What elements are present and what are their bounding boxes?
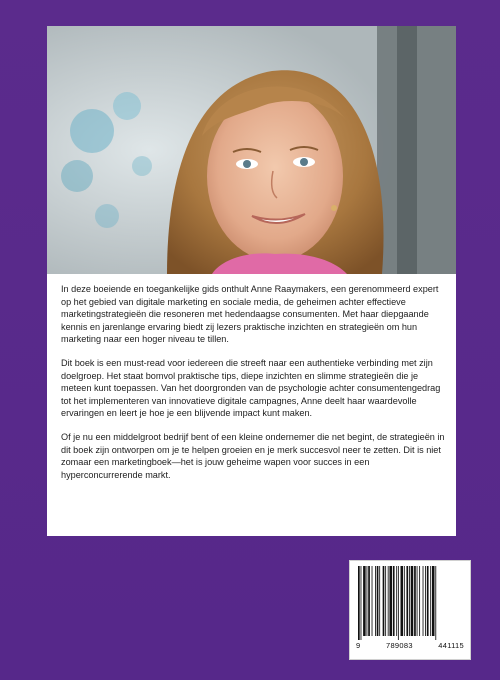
barcode-bar (425, 566, 426, 636)
barcode-bar (361, 566, 362, 640)
author-portrait-illustration (47, 26, 456, 274)
barcode-bar (358, 566, 360, 640)
blurb-paragraph-3: Of je nu een middelgroot bedrijf bent of een kleine ondernemer die net begint, de strategieën in dit boek zijn ontworpen om je te helpen groeien en je merk succesvol neer te zetten. Dit is niet zomaar een marketingboek—het is jouw geheime wapen voor succes in een hyperconcurrerende markt. (61, 431, 445, 480)
barcode-bar (385, 566, 386, 636)
barcode-bar (398, 566, 399, 640)
author-photo (47, 26, 456, 274)
barcode-bar (430, 566, 431, 636)
barcode-bar (379, 566, 380, 636)
blurb-text (61, 283, 447, 492)
isbn-lead-digit: 9 (356, 641, 361, 650)
blurb-paragraph-2: Dit boek is een must-read voor iedereen die streeft naar een authentieke verbinding met zijn doelgroep. Het staat bomvol praktische tips, diepe inzichten en slimme strategieën die je meteen kunt toepassen. Van het doorgronden van de psychologie achter consumentengedrag tot het implementeren van innovatieve digitale campagnes, Anne deelt haar waardevolle ervaringen en leert je hoe je een blijvende impact kunt maken. (61, 357, 441, 419)
barcode-bar (406, 566, 408, 636)
barcode-bar (409, 566, 410, 636)
barcode-bar (423, 566, 424, 636)
barcode-bar (389, 566, 392, 636)
barcode-bar (427, 566, 429, 636)
barcode-bar (419, 566, 420, 636)
isbn-group-1: 789083 (385, 641, 413, 650)
content-panel (47, 26, 456, 536)
barcode-bars (356, 566, 464, 640)
blurb-paragraph-1: In deze boeiende en toegankelijke gids onthult Anne Raaymakers, een gerenommeerd expert op het gebied van digitale marketing en sociale media, de geheimen achter effectieve marketingstrategieën die resoneren met hedendaagse consumenten. Met haar diepgaande kennis en jarenlange ervaring biedt zij lezers praktische inzichten en strategieën om hun marketing naar een hoger niveau te tillen. (61, 284, 439, 345)
barcode-bar (414, 566, 416, 636)
barcode-bar (383, 566, 385, 636)
barcode-bar (411, 566, 414, 636)
isbn-barcode (349, 560, 471, 660)
barcode-bar (388, 566, 389, 636)
isbn-number (356, 641, 464, 650)
barcode-bar (417, 566, 418, 636)
barcode-bar (396, 566, 397, 636)
barcode-bar (368, 566, 370, 636)
barcode-bar (404, 566, 405, 636)
isbn-group-2: 441115 (438, 641, 464, 650)
barcode-bar (363, 566, 366, 636)
barcode-bar (432, 566, 435, 636)
barcode-bar (377, 566, 379, 636)
barcode-bar (375, 566, 376, 636)
barcode-bar (367, 566, 368, 636)
barcode-bar (372, 566, 373, 636)
barcode-bar (435, 566, 436, 640)
barcode-bar (401, 566, 404, 636)
barcode-bar (393, 566, 395, 636)
